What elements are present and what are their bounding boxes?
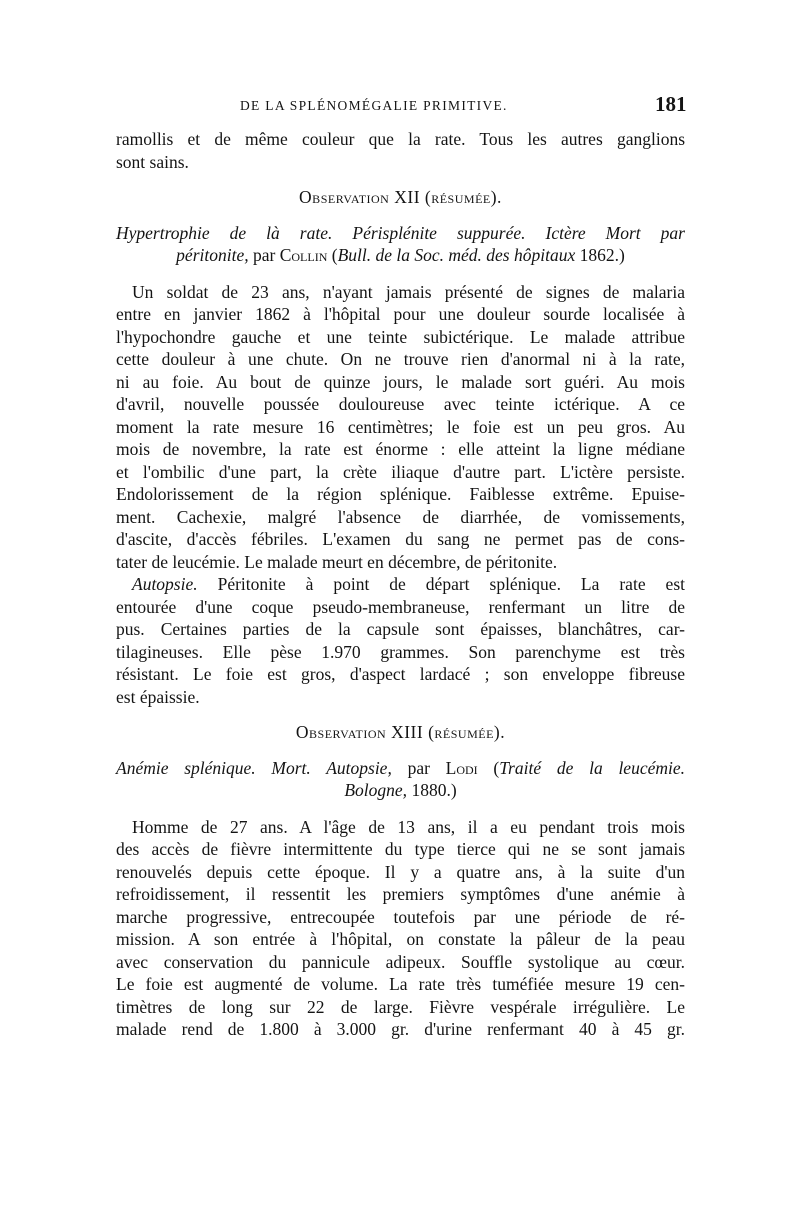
text-line: tilagineuses. Elle pèse 1.970 grammes. Son parenchyme est très <box>116 641 685 662</box>
observation-13-subtitle: Bologne, 1880.) <box>344 780 457 800</box>
text-line: Homme de 27 ans. A l'âge de 13 ans, il a eu pendant trois mois <box>132 816 685 837</box>
text-line: refroidissement, il ressentit les premiers symptômes d'une anémie à <box>116 884 685 904</box>
text-line: Le foie est augmenté de volume. La rate très tuméfiée mesure 19 cen- <box>116 974 685 994</box>
text-line: ramollis et de même couleur que la rate. Tous les autres ganglions <box>116 129 685 149</box>
text-line: ment. Cachexie, malgré l'absence de diarrhée, de vomissements, <box>116 506 685 527</box>
text-line: et l'ombilic d'une part, la crète iliaque d'autre part. L'ictère persiste. <box>116 461 685 482</box>
text-line: tater de leucémie. Le malade meurt en décembre, de péritonite. <box>116 551 558 572</box>
text-line: des accès de fièvre intermittente du type tierce qui ne se sont jamais <box>116 839 685 859</box>
text-line: malade rend de 1.800 à 3.000 gr. d'urine renfermant 40 à 45 gr. <box>116 1019 685 1039</box>
observation-12-subtitle: péritonite, par Collin (Bull. de la Soc. méd. des hôpitaux 1862.) <box>176 245 625 265</box>
text-line: timètres de long sur 22 de large. Fièvre vespérale irrégulière. Le <box>116 996 685 1017</box>
text-line: entourée d'une coque pseudo-membraneuse, renfermant un litre de <box>116 596 685 617</box>
text-line: ni au foie. Au bout de quinze jours, le malade sort guéri. Au mois <box>116 371 685 392</box>
text-line: d'avril, nouvelle poussée douloureuse avec teinte ictérique. A ce <box>116 394 685 414</box>
text-line: marche progressive, entrecoupée toutefois par une période de ré- <box>116 906 685 927</box>
text-line: Endolorissement de la région splénique. Faiblesse extrême. Epuise- <box>116 484 685 504</box>
text-line: renouvelés depuis cette époque. Il y a quatre ans, à la suite d'un <box>116 861 685 882</box>
text-line: est épaissie. <box>116 686 200 707</box>
observation-12-subtitle: Hypertrophie de là rate. Périsplénite suppurée. Ictère Mort par <box>116 222 685 243</box>
text-line: Un soldat de 23 ans, n'ayant jamais présenté de signes de malaria <box>132 281 685 302</box>
autopsy-line: Autopsie. Péritonite à point de départ splénique. La rate est <box>132 574 685 594</box>
text-line: sont sains. <box>116 151 189 172</box>
text-line: avec conservation du pannicule adipeux. Souffle systolique au cœur. <box>116 951 685 972</box>
text-line: cette douleur à une chute. On ne trouve rien d'anormal ni à la rate, <box>116 349 685 369</box>
observation-13-subtitle: Anémie splénique. Mort. Autopsie, par Lodi (Traité de la leucémie. <box>116 757 685 778</box>
text-line: pus. Certaines parties de la capsule sont épaisses, blanchâtres, car- <box>116 619 685 639</box>
text-line: mission. A son entrée à l'hôpital, on constate la pâleur de la peau <box>116 929 685 949</box>
text-line: l'hypochondre gauche et une teinte subictérique. Le malade attribue <box>116 326 685 347</box>
text-line: résistant. Le foie est gros, d'aspect lardacé ; son enveloppe fibreuse <box>116 664 685 684</box>
text-line: moment la rate mesure 16 centimètres; le foie est un peu gros. Au <box>116 416 685 437</box>
text-line: d'ascite, d'accès fébriles. L'examen du sang ne permet pas de cons- <box>116 529 685 549</box>
text-line: mois de novembre, la rate est énorme : elle atteint la ligne médiane <box>116 439 685 459</box>
body-text <box>116 128 685 1041</box>
page-number: 181 <box>655 92 687 116</box>
observation-12-title: Observation XII (résumée). <box>299 187 502 207</box>
running-head: DE LA SPLÉNOMÉGALIE PRIMITIVE. <box>240 98 508 113</box>
text-line: entre en janvier 1862 à l'hôpital pour une douleur sourde localisée à <box>116 304 685 324</box>
observation-13-title: Observation XIII (résumée). <box>295 722 506 742</box>
